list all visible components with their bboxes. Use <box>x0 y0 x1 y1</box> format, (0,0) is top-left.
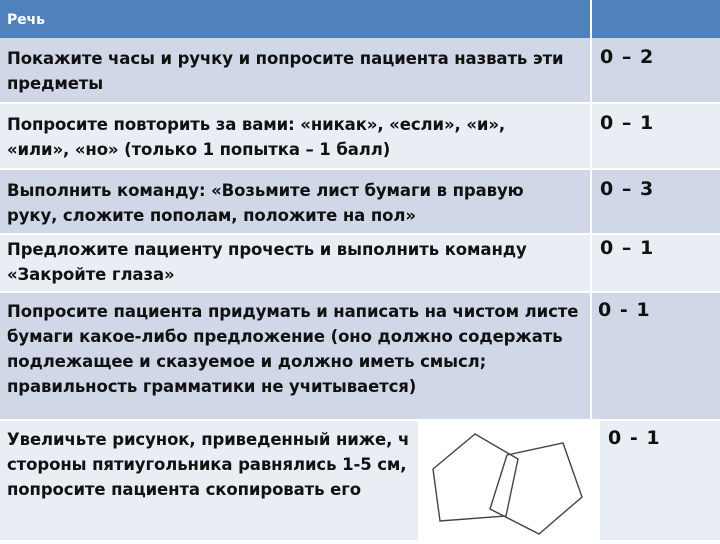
table-row <box>0 38 720 102</box>
score-range: 0 - 1 <box>598 299 651 321</box>
score-range: 0 – 3 <box>600 178 655 200</box>
table-row <box>0 235 720 291</box>
intersecting-pentagons-figure <box>418 421 600 540</box>
score-range: 0 – 1 <box>600 112 655 134</box>
task-text: Покажите часы и ручку и попросите пациента назвать эти предметы <box>7 49 564 93</box>
score-range: 0 – 2 <box>600 46 655 68</box>
pentagons-drawing <box>418 421 600 540</box>
right-pentagon <box>490 443 582 534</box>
table-row <box>0 104 720 168</box>
task-text: Попросите повторить за вами: «никак», «если», «и», «или», «но» (только 1 попытка – 1 балл) <box>7 115 506 159</box>
task-text: Предложите пациенту прочесть и выполнить команду «Закройте глаза» <box>7 240 527 284</box>
section-title: Речь <box>7 12 45 28</box>
task-text: Попросите пациента придумать и написать на чистом листе бумаги какое-либо предложение (оно должно содержать подлежащее и сказуемое и должно иметь смысл; правильность грамматики не учитывается) <box>7 302 579 396</box>
score-range: 0 – 1 <box>600 237 655 259</box>
table-header <box>0 0 720 38</box>
score-range: 0 - 1 <box>608 427 661 449</box>
column-divider <box>590 0 592 421</box>
table-row <box>0 170 720 233</box>
left-pentagon <box>433 434 518 521</box>
table-row <box>0 421 720 540</box>
task-text: Выполнить команду: «Возьмите лист бумаги в правую руку, сложите пополам, положите на пол» <box>7 181 524 225</box>
table-row <box>0 293 720 419</box>
task-text: Увеличьте рисунок, приведенный ниже, ч стороны пятиугольника равнялись 1-5 см, попросите пациента скопировать его <box>7 430 410 499</box>
